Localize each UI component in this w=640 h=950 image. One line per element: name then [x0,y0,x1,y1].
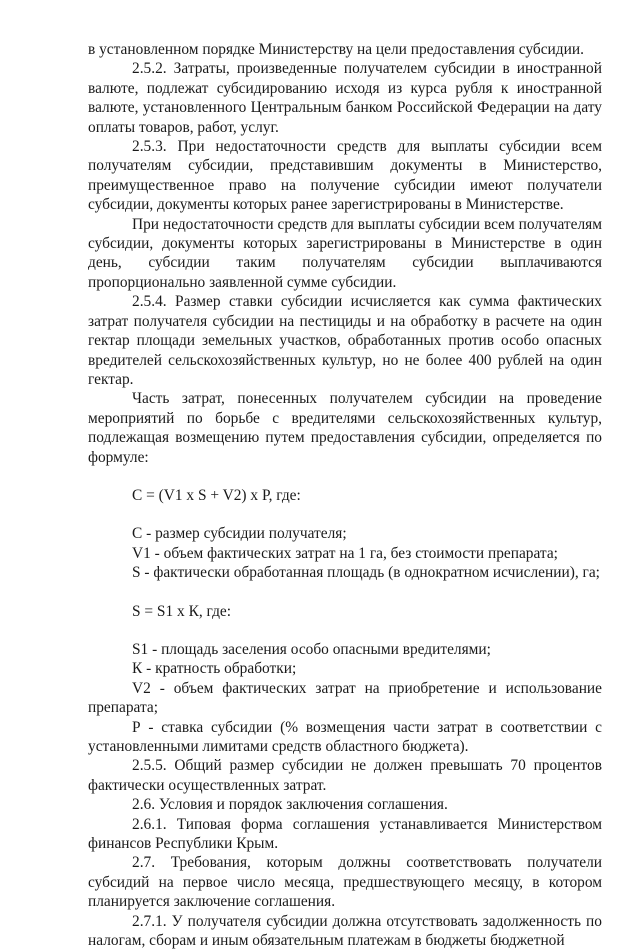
definition-c: С - размер субсидии получателя; [132,525,347,543]
spacer [88,467,602,486]
paragraph-2-5-2: 2.5.2. Затраты, произведенные получателем субсидии в иностранной валюте, подлежат субсидированию исходя из курса рубля к иностранной валюте, установленного Центральным банком Российской Федерации на дату оплаты товаров, работ, услуг. [88,60,602,136]
definition-s: S - фактически обработанная площадь (в однократном исчислении), га; [132,564,600,582]
definition-k: К - кратность обработки; [132,660,297,678]
paragraph-continuation: в установленном порядке Министерству на цели предоставления субсидии. [88,41,584,58]
paragraph-2-5-4: 2.5.4. Размер ставки субсидии исчисляется как сумма фактических затрат получателя субсидии на пестициды и на обработку в расчете на один гектар площади земельных участков, обработанных против особо опасных вредителей сельскохозяйственных культур, но не более 400 рублей на один гектар. [88,293,602,388]
formula-s: S = S1 х К, где: [132,602,232,620]
paragraph-insufficient-funds: При недостаточности средств для выплаты субсидии всем получателям субсидии, документы которых зарегистрированы в Министерстве в один день, субсидии таким получателям субсидии выплачиваются пропорционально заявленной сумме субсидии. [88,215,602,291]
spacer [88,621,602,640]
spacer [88,583,602,602]
formula-c: С = (V1 х S + V2) х Р, где: [132,486,301,504]
spacer [88,505,602,524]
paragraph-2-5-5: 2.5.5. Общий размер субсидии не должен превышать 70 процентов фактически осуществленных затрат. [88,757,602,794]
definition-s1: S1 - площадь заселения особо опасными вредителями; [132,640,491,658]
definition-v2: V2 - объем фактических затрат на приобретение и использование препарата; [88,679,602,717]
definition-v1: V1 - объем фактических затрат на 1 га, без стоимости препарата; [132,544,558,562]
paragraph-2-7-1: 2.7.1. У получателя субсидии должна отсутствовать задолженность по налогам, сборам и иным обязательным платежам в бюджеты бюджетной [88,912,602,950]
paragraph-cost-share: Часть затрат, понесенных получателем субсидии на проведение мероприятий по борьбе с вредителями сельскохозяйственных культур, подлежащая возмещению путем предоставления субсидии, определяется по формуле: [88,390,602,466]
paragraph-2-5-3: 2.5.3. При недостаточности средств для выплаты субсидии всем получателям субсидии, представившим документы в Министерство, преимущественное право на получение субсидии имеют получатели субсидии, документы которых ранее зарегистрированы в Министерстве. [88,138,602,214]
paragraph-2-6-1: 2.6.1. Типовая форма соглашения устанавливается Министерством финансов Республики Крым. [88,815,602,853]
definition-p: Р - ставка субсидии (% возмещения части затрат в соответствии с установленными лимитами средств областного бюджета). [88,718,602,755]
paragraph-2-7: 2.7. Требования, которым должны соответствовать получатели субсидий на первое число месяца, предшествующего месяцу, в котором планируется заключение соглашения. [88,854,602,911]
paragraph-2-6: 2.6. Условия и порядок заключения соглашения. [132,796,448,814]
